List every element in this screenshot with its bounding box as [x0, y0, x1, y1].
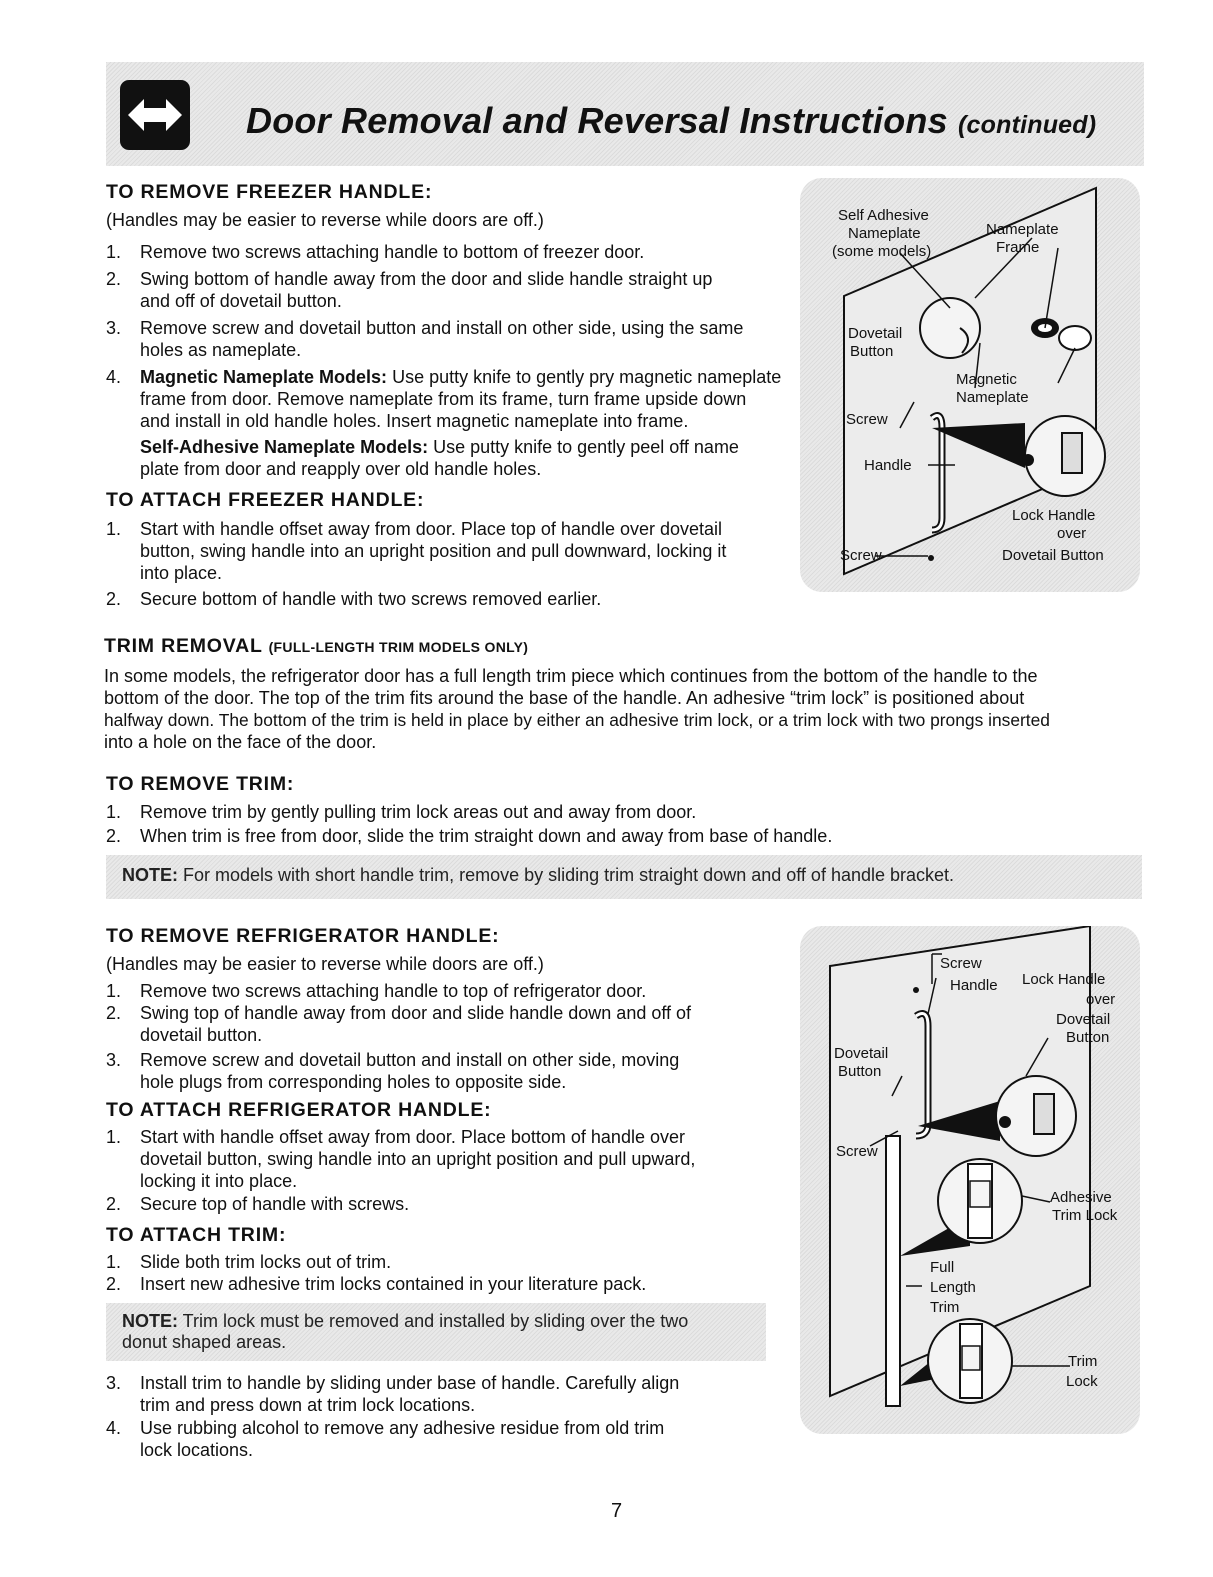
label-dovetail-right: Dovetail — [1056, 1011, 1111, 1028]
label-over: over — [1057, 525, 1087, 542]
label-magnetic-nameplate: Nameplate — [956, 389, 1029, 406]
label-screw: Screw — [846, 411, 888, 428]
label-full: Full — [930, 1259, 955, 1276]
fridge-remove-intro: (Handles may be easier to reverse while doors are off.) — [106, 954, 544, 974]
trim-removal-heading: TRIM REMOVAL (FULL-LENGTH TRIM MODELS ONLY) — [104, 635, 529, 657]
fridge-remove-heading: TO REMOVE REFRIGERATOR HANDLE: — [106, 925, 500, 947]
label-button: Button — [850, 343, 894, 360]
page-header — [106, 62, 1144, 166]
label-dovetail-button: Dovetail Button — [1002, 547, 1104, 564]
label-trim: Trim — [930, 1299, 960, 1316]
page-number: 7 — [611, 1500, 623, 1522]
label-lock-handle: Lock Handle — [1022, 971, 1106, 988]
label-adhesive: Adhesive — [1050, 1189, 1112, 1206]
label-trim-bottom: Trim — [1068, 1353, 1098, 1370]
label-length: Length — [930, 1279, 976, 1296]
label-some-models: (some models) — [832, 243, 932, 260]
label-screw-bottom: Screw — [840, 547, 882, 564]
label-lock-bottom: Lock — [1066, 1373, 1098, 1390]
left-right-arrows-icon — [120, 80, 190, 150]
label-button-right: Button — [1066, 1029, 1110, 1046]
trim-removal-paragraph: In some models, the refrigerator door has a full length trim piece which continues from the bottom of the handle to the bottom of the door. The top of the trim fits around the base of the handle. An adhesive “trim lock” is positioned about halfway down. The bottom of the trim is held in place by either an adhesive trim lock, or a trim lock with two prongs inserted into a hole on the face of the door. — [104, 666, 1050, 752]
attach-trim-heading: TO ATTACH TRIM: — [106, 1224, 287, 1246]
remove-trim-heading: TO REMOVE TRIM: — [106, 773, 295, 795]
label-screw: Screw — [940, 955, 982, 972]
label-dovetail: Dovetail — [848, 325, 903, 342]
refrigerator-handle-diagram — [800, 926, 1140, 1434]
label-self-adhesive: Self Adhesive — [838, 207, 929, 224]
label-handle: Handle — [864, 457, 912, 474]
label-dovetail-left: Dovetail — [834, 1045, 889, 1062]
note-trim-lock: NOTE: Trim lock must be removed and installed by sliding over the two donut shaped areas. — [106, 1303, 766, 1361]
note-short-handle-trim: NOTE: For models with short handle trim, remove by sliding trim straight down and off of handle bracket. — [106, 855, 1142, 899]
label-nameplate: Nameplate — [848, 225, 921, 242]
label-handle: Handle — [950, 977, 998, 994]
label-lock-handle: Lock Handle — [1012, 507, 1096, 524]
freezer-remove-heading: TO REMOVE FREEZER HANDLE: — [106, 181, 433, 203]
freezer-remove-intro: (Handles may be easier to reverse while doors are off.) — [106, 210, 544, 230]
freezer-attach-heading: TO ATTACH FREEZER HANDLE: — [106, 489, 425, 511]
page-title: Door Removal and Reversal Instructions (continued) — [246, 100, 1097, 141]
label-over: over — [1086, 991, 1116, 1008]
fridge-attach-heading: TO ATTACH REFRIGERATOR HANDLE: — [106, 1099, 492, 1121]
label-nameplate-frame: Nameplate — [986, 221, 1059, 238]
label-trim-lock: Trim Lock — [1052, 1207, 1118, 1224]
label-screw-trim: Screw — [836, 1143, 878, 1160]
label-frame: Frame — [996, 239, 1040, 256]
freezer-handle-diagram — [800, 178, 1140, 592]
label-magnetic: Magnetic — [956, 371, 1017, 388]
label-button-left: Button — [838, 1063, 882, 1080]
